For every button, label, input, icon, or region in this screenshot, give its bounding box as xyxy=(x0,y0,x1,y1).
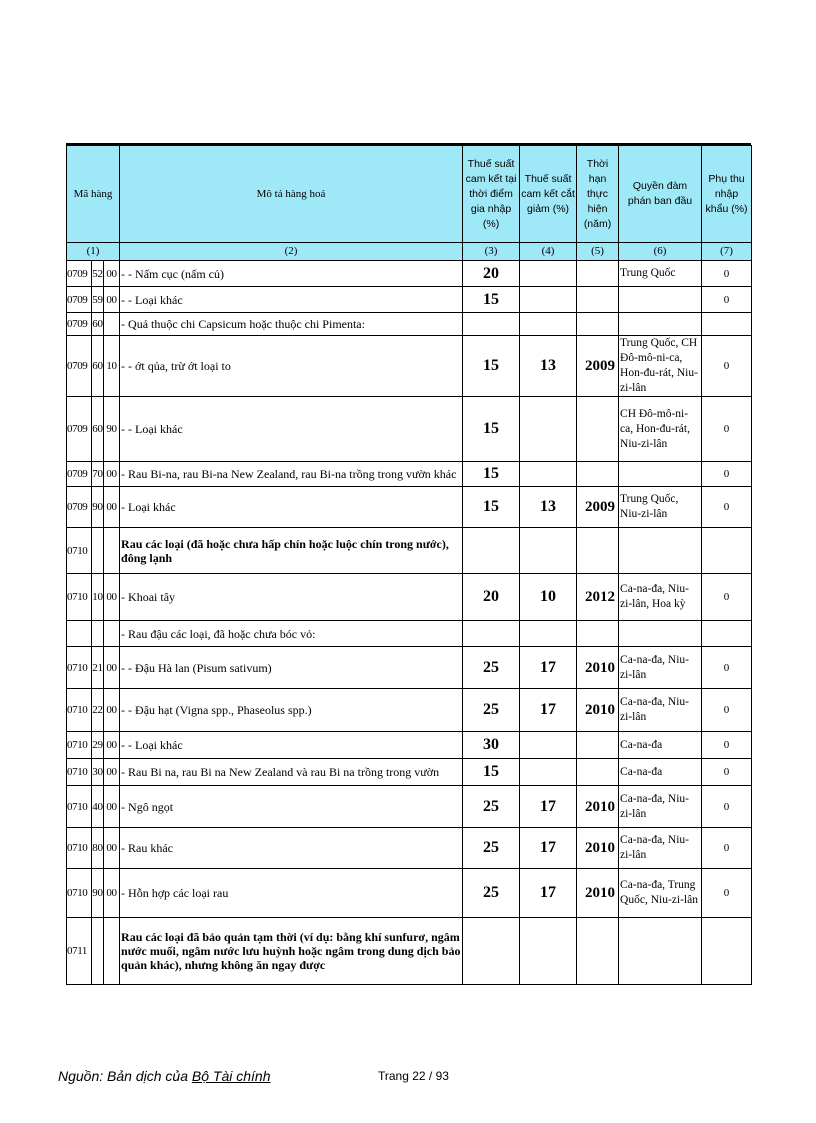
code-suffix-cell: 10 xyxy=(104,336,120,397)
description-cell: - Rau khác xyxy=(120,828,463,869)
implementation-year-cell xyxy=(577,918,619,985)
surcharge-cell: 0 xyxy=(702,397,752,462)
code-suffix-cell: 00 xyxy=(104,689,120,732)
code-suffix-cell: 00 xyxy=(104,647,120,689)
code-heading-cell: 0710 xyxy=(67,828,92,869)
code-suffix-cell: 00 xyxy=(104,462,120,487)
code-heading-cell: 0710 xyxy=(67,732,92,759)
description-cell: - - Loại khác xyxy=(120,397,463,462)
bound-rate-cell: 15 xyxy=(463,336,520,397)
initial-negotiating-right-cell: Ca-na-đa, Niu-zi-lân xyxy=(619,828,702,869)
implementation-year-cell: 2010 xyxy=(577,828,619,869)
header-num-4: (4) xyxy=(520,243,577,261)
code-subheading-cell: 60 xyxy=(92,313,104,336)
code-suffix-cell: 00 xyxy=(104,732,120,759)
code-subheading-cell: 59 xyxy=(92,287,104,313)
description-cell: - - Đậu Hà lan (Pisum sativum) xyxy=(120,647,463,689)
code-suffix-cell: 00 xyxy=(104,869,120,918)
description-cell: - Rau đậu các loại, đã hoặc chưa bóc vỏ: xyxy=(120,621,463,647)
header-num-3: (3) xyxy=(463,243,520,261)
surcharge-cell xyxy=(702,621,752,647)
reduced-rate-cell xyxy=(520,313,577,336)
code-subheading-cell: 40 xyxy=(92,786,104,828)
initial-negotiating-right-cell: Ca-na-đa, Niu-zi-lân xyxy=(619,689,702,732)
initial-negotiating-right-cell: CH Đô-mô-ni-ca, Hon-đu-rát, Niu-zi-lân xyxy=(619,397,702,462)
header-num-1: (1) xyxy=(67,243,120,261)
table-row xyxy=(67,313,752,336)
description-cell: - - ớt qủa, trừ ớt loại to xyxy=(120,336,463,397)
code-subheading-cell: 29 xyxy=(92,732,104,759)
initial-negotiating-right-cell xyxy=(619,528,702,574)
bound-rate-cell: 25 xyxy=(463,689,520,732)
initial-negotiating-right-cell xyxy=(619,621,702,647)
code-heading-cell: 0710 xyxy=(67,689,92,732)
surcharge-cell: 0 xyxy=(702,487,752,528)
code-heading-cell: 0710 xyxy=(67,647,92,689)
code-suffix-cell: 00 xyxy=(104,287,120,313)
initial-negotiating-right-cell xyxy=(619,287,702,313)
surcharge-cell: 0 xyxy=(702,287,752,313)
implementation-year-cell: 2012 xyxy=(577,574,619,621)
implementation-year-cell xyxy=(577,462,619,487)
code-subheading-cell xyxy=(92,621,104,647)
code-subheading-cell: 90 xyxy=(92,487,104,528)
code-suffix-cell: 00 xyxy=(104,261,120,287)
code-heading-cell: 0710 xyxy=(67,786,92,828)
code-suffix-cell: 00 xyxy=(104,487,120,528)
description-cell: - - Nấm cục (nấm củ) xyxy=(120,261,463,287)
code-subheading-cell: 70 xyxy=(92,462,104,487)
header-phu-thu: Phụ thu nhập khẩu (%) xyxy=(702,146,752,243)
bound-rate-cell: 15 xyxy=(463,759,520,786)
header-num-2: (2) xyxy=(120,243,463,261)
bound-rate-cell: 15 xyxy=(463,397,520,462)
implementation-year-cell: 2009 xyxy=(577,487,619,528)
code-heading-cell: 0710 xyxy=(67,869,92,918)
description-cell: - Rau Bi na, rau Bi na New Zealand và rau Bi na trồng trong vườn xyxy=(120,759,463,786)
surcharge-cell: 0 xyxy=(702,336,752,397)
code-subheading-cell: 30 xyxy=(92,759,104,786)
code-heading-cell: 0710 xyxy=(67,574,92,621)
table-row xyxy=(67,689,752,732)
code-suffix-cell: 00 xyxy=(104,574,120,621)
header-num-6: (6) xyxy=(619,243,702,261)
table-row xyxy=(67,261,752,287)
bound-rate-cell xyxy=(463,621,520,647)
reduced-rate-cell: 13 xyxy=(520,336,577,397)
code-heading-cell: 0709 xyxy=(67,487,92,528)
implementation-year-cell xyxy=(577,287,619,313)
surcharge-cell xyxy=(702,918,752,985)
header-num-5: (5) xyxy=(577,243,619,261)
code-suffix-cell xyxy=(104,528,120,574)
implementation-year-cell xyxy=(577,261,619,287)
initial-negotiating-right-cell: Ca-na-đa, Niu-zi-lân xyxy=(619,647,702,689)
surcharge-cell: 0 xyxy=(702,828,752,869)
implementation-year-cell: 2010 xyxy=(577,689,619,732)
code-subheading-cell xyxy=(92,528,104,574)
initial-negotiating-right-cell: Ca-na-đa, Niu-zi-lân, Hoa kỳ xyxy=(619,574,702,621)
code-suffix-cell xyxy=(104,313,120,336)
description-cell: - - Loại khác xyxy=(120,732,463,759)
surcharge-cell: 0 xyxy=(702,574,752,621)
initial-negotiating-right-cell: Trung Quốc, CH Đô-mô-ni-ca, Hon-đu-rát, Niu-zi-lân xyxy=(619,336,702,397)
initial-negotiating-right-cell: Ca-na-đa xyxy=(619,732,702,759)
reduced-rate-cell xyxy=(520,261,577,287)
code-subheading-cell: 21 xyxy=(92,647,104,689)
code-subheading-cell: 80 xyxy=(92,828,104,869)
reduced-rate-cell xyxy=(520,621,577,647)
bound-rate-cell: 25 xyxy=(463,828,520,869)
surcharge-cell: 0 xyxy=(702,786,752,828)
surcharge-cell: 0 xyxy=(702,462,752,487)
description-cell: Rau các loại đã bảo quản tạm thời (ví dụ: bằng khí sunfurơ, ngâm nước muối, ngâm nước lưu huỳnh hoặc ngâm trong dung dịch bảo quản khác), nhưng không ăn ngay được xyxy=(120,918,463,985)
code-heading-cell: 0709 xyxy=(67,313,92,336)
header-mo-ta: Mô tả hàng hoá xyxy=(120,146,463,243)
code-subheading-cell: 22 xyxy=(92,689,104,732)
table-row xyxy=(67,336,752,397)
surcharge-cell: 0 xyxy=(702,759,752,786)
table-row xyxy=(67,918,752,985)
reduced-rate-cell xyxy=(520,397,577,462)
code-subheading-cell: 52 xyxy=(92,261,104,287)
reduced-rate-cell: 10 xyxy=(520,574,577,621)
header-row xyxy=(67,146,752,243)
reduced-rate-cell: 17 xyxy=(520,647,577,689)
header-number-row xyxy=(67,243,752,261)
table-row xyxy=(67,574,752,621)
page-number: Trang 22 / 93 xyxy=(378,1069,449,1083)
implementation-year-cell xyxy=(577,528,619,574)
bound-rate-cell: 15 xyxy=(463,487,520,528)
reduced-rate-cell xyxy=(520,287,577,313)
code-suffix-cell: 00 xyxy=(104,828,120,869)
table-row xyxy=(67,528,752,574)
reduced-rate-cell: 17 xyxy=(520,828,577,869)
bound-rate-cell: 30 xyxy=(463,732,520,759)
implementation-year-cell xyxy=(577,397,619,462)
bound-rate-cell: 25 xyxy=(463,647,520,689)
table-row xyxy=(67,759,752,786)
implementation-year-cell: 2009 xyxy=(577,336,619,397)
table-row xyxy=(67,732,752,759)
reduced-rate-cell: 17 xyxy=(520,786,577,828)
implementation-year-cell: 2010 xyxy=(577,647,619,689)
reduced-rate-cell: 17 xyxy=(520,689,577,732)
header-thue-suat-cat-giam: Thuế suất cam kết cắt giảm (%) xyxy=(520,146,577,243)
surcharge-cell xyxy=(702,528,752,574)
reduced-rate-cell xyxy=(520,732,577,759)
surcharge-cell xyxy=(702,313,752,336)
code-heading-cell: 0710 xyxy=(67,528,92,574)
initial-negotiating-right-cell: Trung Quốc xyxy=(619,261,702,287)
table-row xyxy=(67,828,752,869)
code-heading-cell: 0709 xyxy=(67,336,92,397)
header-thue-suat-gia-nhap: Thuế suất cam kết tại thời điểm gia nhập (%) xyxy=(463,146,520,243)
code-heading-cell: 0710 xyxy=(67,759,92,786)
initial-negotiating-right-cell xyxy=(619,462,702,487)
implementation-year-cell: 2010 xyxy=(577,786,619,828)
bound-rate-cell: 20 xyxy=(463,261,520,287)
header-thoi-han: Thời hạn thực hiện (năm) xyxy=(577,146,619,243)
description-cell: - Quả thuộc chi Capsicum hoặc thuộc chi Pimenta: xyxy=(120,313,463,336)
surcharge-cell: 0 xyxy=(702,869,752,918)
footer-source-prefix: Nguồn: Bản dịch của xyxy=(58,1068,192,1084)
initial-negotiating-right-cell: Ca-na-đa xyxy=(619,759,702,786)
code-suffix-cell: 90 xyxy=(104,397,120,462)
initial-negotiating-right-cell: Trung Quốc, Niu-zi-lân xyxy=(619,487,702,528)
description-cell: - - Đậu hạt (Vigna spp., Phaseolus spp.) xyxy=(120,689,463,732)
code-suffix-cell: 00 xyxy=(104,786,120,828)
code-heading-cell: 0709 xyxy=(67,287,92,313)
table-row xyxy=(67,487,752,528)
bound-rate-cell xyxy=(463,528,520,574)
description-cell: - Rau Bi-na, rau Bi-na New Zealand, rau Bi-na trồng trong vườn khác xyxy=(120,462,463,487)
code-heading-cell: 0709 xyxy=(67,261,92,287)
table-row xyxy=(67,621,752,647)
header-ma-hang: Mã hàng xyxy=(67,146,120,243)
bound-rate-cell: 25 xyxy=(463,869,520,918)
footer-source-link[interactable]: Bộ Tài chính xyxy=(191,1068,271,1084)
table-row xyxy=(67,397,752,462)
implementation-year-cell xyxy=(577,621,619,647)
code-subheading-cell: 10 xyxy=(92,574,104,621)
surcharge-cell: 0 xyxy=(702,647,752,689)
code-suffix-cell: 00 xyxy=(104,759,120,786)
initial-negotiating-right-cell xyxy=(619,313,702,336)
header-num-7: (7) xyxy=(702,243,752,261)
reduced-rate-cell xyxy=(520,528,577,574)
initial-negotiating-right-cell: Ca-na-đa, Niu-zi-lân xyxy=(619,786,702,828)
bound-rate-cell xyxy=(463,313,520,336)
table-row xyxy=(67,287,752,313)
initial-negotiating-right-cell xyxy=(619,918,702,985)
implementation-year-cell xyxy=(577,759,619,786)
code-subheading-cell: 90 xyxy=(92,869,104,918)
bound-rate-cell: 25 xyxy=(463,786,520,828)
code-heading-cell: 0709 xyxy=(67,397,92,462)
code-subheading-cell: 60 xyxy=(92,336,104,397)
implementation-year-cell: 2010 xyxy=(577,869,619,918)
bound-rate-cell: 15 xyxy=(463,462,520,487)
initial-negotiating-right-cell: Ca-na-đa, Trung Quốc, Niu-zi-lân xyxy=(619,869,702,918)
bound-rate-cell xyxy=(463,918,520,985)
implementation-year-cell xyxy=(577,313,619,336)
header-quyen-dam-phan: Quyền đàm phán ban đầu xyxy=(619,146,702,243)
code-suffix-cell xyxy=(104,621,120,647)
code-subheading-cell: 60 xyxy=(92,397,104,462)
implementation-year-cell xyxy=(577,732,619,759)
bound-rate-cell: 20 xyxy=(463,574,520,621)
code-heading-cell xyxy=(67,621,92,647)
description-cell: - Khoai tây xyxy=(120,574,463,621)
description-cell: Rau các loại (đã hoặc chưa hấp chín hoặc luộc chín trong nước), đông lạnh xyxy=(120,528,463,574)
description-cell: - Hỗn hợp các loại rau xyxy=(120,869,463,918)
surcharge-cell: 0 xyxy=(702,732,752,759)
bound-rate-cell: 15 xyxy=(463,287,520,313)
table-row xyxy=(67,647,752,689)
code-suffix-cell xyxy=(104,918,120,985)
description-cell: - - Loại khác xyxy=(120,287,463,313)
table-row xyxy=(67,786,752,828)
reduced-rate-cell: 13 xyxy=(520,487,577,528)
reduced-rate-cell xyxy=(520,918,577,985)
surcharge-cell: 0 xyxy=(702,261,752,287)
reduced-rate-cell xyxy=(520,759,577,786)
surcharge-cell: 0 xyxy=(702,689,752,732)
table-row xyxy=(67,869,752,918)
table-row xyxy=(67,462,752,487)
reduced-rate-cell: 17 xyxy=(520,869,577,918)
footer-source xyxy=(58,1068,270,1084)
description-cell: - Ngô ngọt xyxy=(120,786,463,828)
code-heading-cell: 0711 xyxy=(67,918,92,985)
tariff-table xyxy=(66,145,752,985)
reduced-rate-cell xyxy=(520,462,577,487)
code-subheading-cell xyxy=(92,918,104,985)
description-cell: - Loại khác xyxy=(120,487,463,528)
code-heading-cell: 0709 xyxy=(67,462,92,487)
